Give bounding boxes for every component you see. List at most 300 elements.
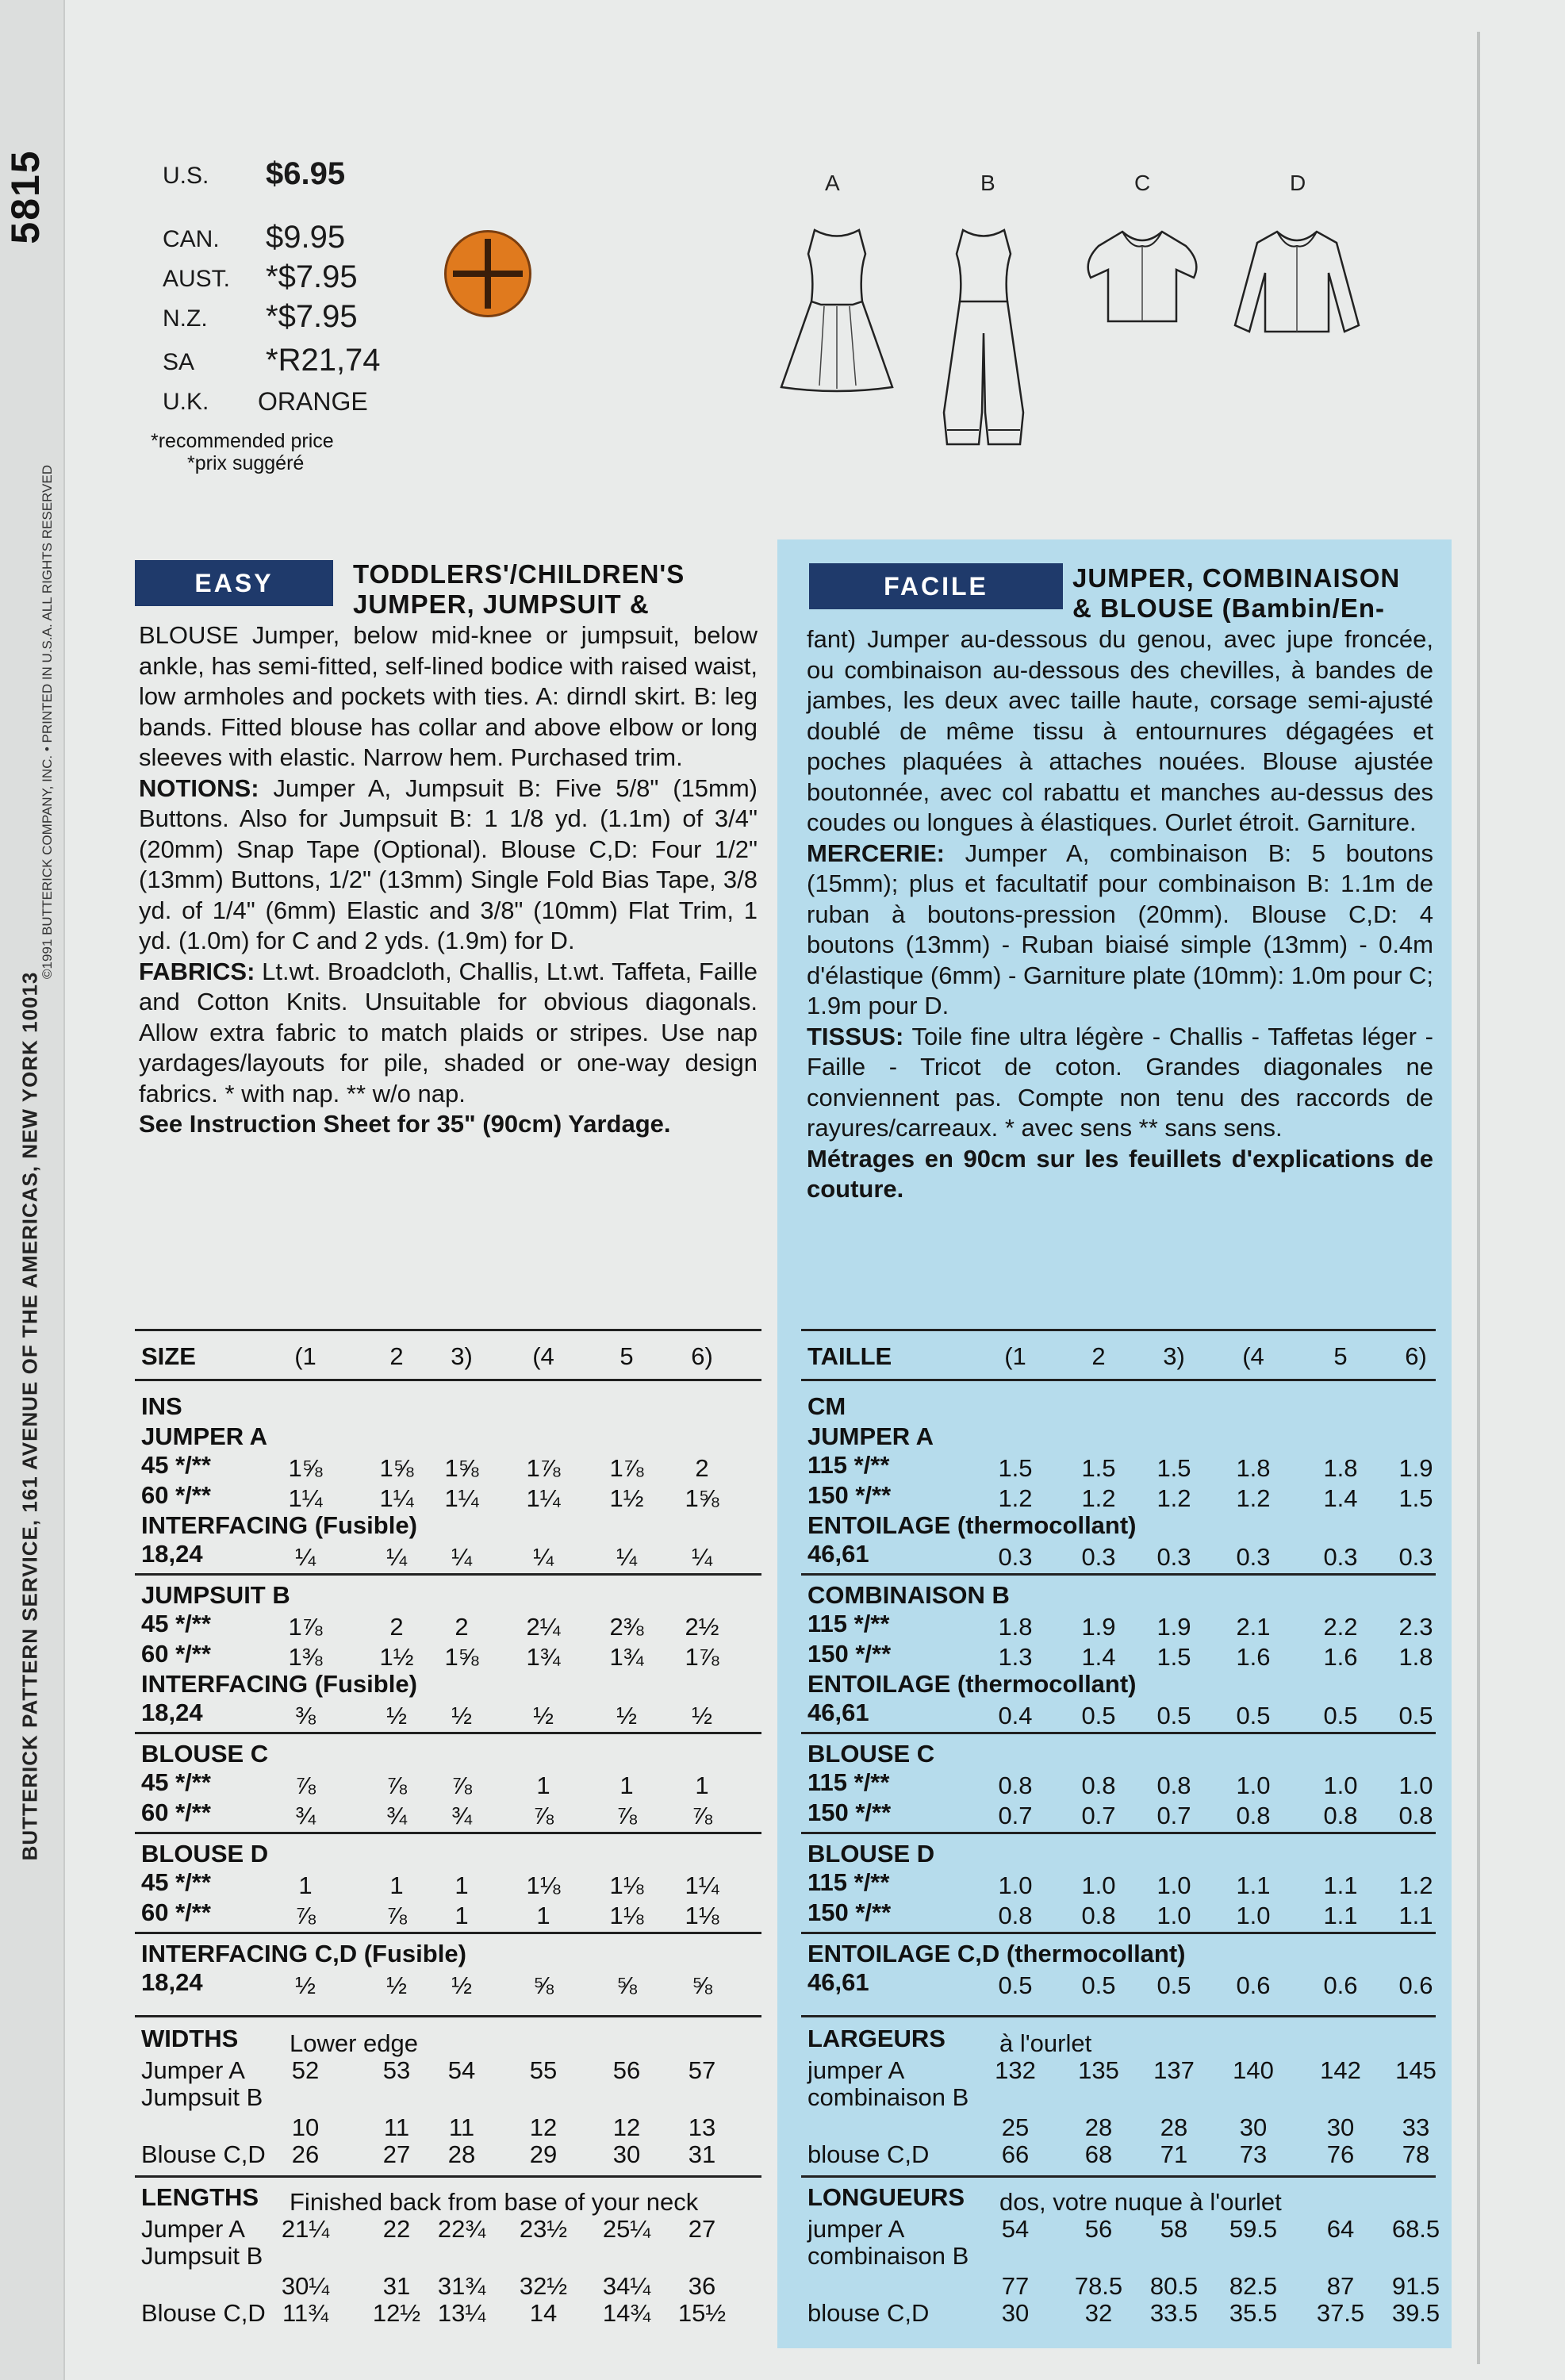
jumper-a-illustration — [773, 222, 900, 397]
table-cell: 13 — [688, 2113, 716, 2141]
block-title: ENTOILAGE (thermocollant) — [807, 1511, 1137, 1539]
table-cell: 22¾ — [437, 2215, 486, 2243]
width-row-label: Blouse C,D — [141, 2140, 266, 2168]
table-cell: 1½ — [379, 1643, 414, 1671]
table-cell: 2½ — [685, 1613, 719, 1641]
table-cell: 0.7 — [1081, 1802, 1116, 1829]
table-cell: 26 — [291, 2140, 320, 2168]
table-cell: 37.5 — [1316, 2299, 1365, 2327]
table-cell: 142 — [1320, 2056, 1361, 2084]
table-cell: 29 — [529, 2140, 558, 2168]
table-cell: 2 — [389, 1613, 404, 1641]
table-rule — [801, 1573, 1436, 1576]
price-country: N.Z. — [163, 305, 208, 332]
table-cell: 0.5 — [998, 1971, 1033, 1999]
french-title-line-1: JUMPER, COMBINAISON — [1072, 563, 1401, 593]
table-cell: 1.0 — [1081, 1871, 1116, 1899]
table-cell: 1⅛ — [685, 1902, 719, 1929]
table-cell: 1⅞ — [685, 1643, 719, 1671]
table-cell: 23½ — [519, 2215, 568, 2243]
table-rule — [801, 1329, 1436, 1331]
table-cell: 1 — [695, 1772, 709, 1799]
table-cell: 1⅞ — [288, 1613, 323, 1641]
table-cell: 1.4 — [1323, 1484, 1358, 1512]
table-cell: 52 — [291, 2056, 320, 2084]
table-cell: 0.3 — [1156, 1543, 1191, 1571]
table-cell: 1.1 — [1236, 1871, 1271, 1899]
table-cell: 0.5 — [1081, 1702, 1116, 1729]
widths-label: WIDTHS — [141, 2025, 239, 2052]
price-value: $6.95 — [266, 156, 346, 191]
table-cell: 2 — [695, 1454, 709, 1482]
row-label: 60 */** — [141, 1481, 211, 1509]
table-cell: 35.5 — [1229, 2299, 1278, 2327]
block-title: COMBINAISON B — [807, 1581, 1010, 1609]
table-cell: 0.6 — [1398, 1971, 1433, 1999]
table-cell: 1¾ — [526, 1643, 561, 1671]
table-cell: 56 — [1084, 2215, 1113, 2243]
table-cell: 25¼ — [602, 2215, 651, 2243]
table-cell: 64 — [1326, 2215, 1355, 2243]
table-cell: 56 — [612, 2056, 641, 2084]
table-cell: ¼ — [533, 1543, 554, 1571]
lengths-label: LENGTHS — [141, 2183, 259, 2211]
table-cell: 1.2 — [1156, 1484, 1191, 1512]
table-cell: 15½ — [677, 2299, 727, 2327]
table-cell: 0.8 — [1081, 1772, 1116, 1799]
table-rule — [801, 2175, 1436, 2178]
size-header: TAILLE — [807, 1342, 892, 1370]
block-title: INTERFACING (Fusible) — [141, 1511, 417, 1539]
table-cell: 0.3 — [1398, 1543, 1433, 1571]
table-cell: 80.5 — [1149, 2272, 1199, 2300]
table-cell: 1.3 — [998, 1643, 1033, 1671]
table-cell: 59.5 — [1229, 2215, 1278, 2243]
block-title: JUMPER A — [807, 1422, 934, 1450]
price-value: ORANGE — [258, 387, 368, 416]
row-label: 150 */** — [807, 1640, 892, 1668]
table-cell: 1.2 — [1081, 1484, 1116, 1512]
table-cell: ⅞ — [295, 1902, 316, 1929]
table-cell: 14¾ — [602, 2299, 651, 2327]
block-title: ENTOILAGE C,D (thermocollant) — [807, 1940, 1186, 1967]
table-cell: ½ — [451, 1702, 472, 1729]
table-cell: 1.2 — [1236, 1484, 1271, 1512]
table-cell: 12½ — [372, 2299, 421, 2327]
table-cell: 33 — [1402, 2113, 1430, 2141]
table-cell: 2¼ — [526, 1613, 561, 1641]
table-cell: 1.6 — [1236, 1643, 1271, 1671]
lengths-sub: dos, votre nuque à l'ourlet — [999, 2188, 1282, 2216]
length-row-label: Jumpsuit B — [141, 2242, 263, 2270]
table-cell: 1.8 — [1398, 1643, 1433, 1671]
row-label: 115 */** — [807, 1610, 890, 1637]
easy-badge: EASY — [135, 560, 333, 606]
table-cell: 1.0 — [1156, 1902, 1191, 1929]
table-cell: 0.8 — [1398, 1802, 1433, 1829]
table-cell: 1⅞ — [609, 1454, 644, 1482]
block-title: BLOUSE D — [807, 1840, 935, 1868]
length-row-label: blouse C,D — [807, 2299, 930, 2327]
table-cell: 0.5 — [1156, 1702, 1191, 1729]
english-title-line-1: TODDLERS'/CHILDREN'S — [353, 559, 685, 589]
table-cell: 1.0 — [1156, 1871, 1191, 1899]
table-cell: 1.5 — [1081, 1454, 1116, 1482]
table-cell: 76 — [1326, 2140, 1355, 2168]
table-cell: ¼ — [295, 1543, 316, 1571]
blouse-c-illustration — [1075, 222, 1210, 333]
table-cell: 1¼ — [379, 1484, 414, 1512]
size-column-header: 2 — [1091, 1342, 1106, 1370]
table-cell: 1½ — [609, 1484, 644, 1512]
table-cell: 13¼ — [437, 2299, 486, 2327]
table-cell: 1¼ — [685, 1871, 719, 1899]
table-rule — [801, 1732, 1436, 1734]
table-cell: 91.5 — [1391, 2272, 1440, 2300]
table-cell: ⅞ — [295, 1772, 316, 1799]
table-cell: ¾ — [295, 1802, 316, 1829]
table-cell: 0.3 — [1236, 1543, 1271, 1571]
widths-label: LARGEURS — [807, 2025, 946, 2052]
table-cell: 1.0 — [1236, 1902, 1271, 1929]
table-cell: ⅜ — [295, 1702, 316, 1729]
table-cell: 28 — [447, 2140, 476, 2168]
row-label: 45 */** — [141, 1768, 211, 1796]
size-column-header: (4 — [1242, 1342, 1264, 1370]
table-cell: 2⅜ — [609, 1613, 644, 1641]
view-label-c: C — [1134, 171, 1151, 195]
table-cell: 1.8 — [1236, 1454, 1271, 1482]
table-cell: 12 — [612, 2113, 641, 2141]
table-cell: 0.8 — [998, 1772, 1033, 1799]
table-cell: 68.5 — [1391, 2215, 1440, 2243]
table-cell: 11 — [448, 2113, 475, 2141]
table-cell: 1 — [389, 1871, 404, 1899]
row-label: 115 */** — [807, 1768, 890, 1796]
size-column-header: (4 — [532, 1342, 554, 1370]
size-column-header: 3) — [451, 1342, 473, 1370]
block-title: INTERFACING C,D (Fusible) — [141, 1940, 466, 1967]
table-cell: 87 — [1326, 2272, 1355, 2300]
table-cell: 1¼ — [444, 1484, 479, 1512]
units-label: INS — [141, 1392, 182, 1420]
table-cell: ⅞ — [386, 1772, 407, 1799]
table-rule — [135, 1379, 761, 1381]
price-value: *$7.95 — [266, 299, 358, 334]
table-cell: 1⅛ — [526, 1871, 561, 1899]
table-cell: 1⅝ — [379, 1454, 414, 1482]
table-cell: 1.5 — [1398, 1484, 1433, 1512]
row-label: 18,24 — [141, 1540, 203, 1568]
table-cell: 1.6 — [1323, 1643, 1358, 1671]
width-row-label: jumper A — [807, 2056, 905, 2084]
table-cell: 2.1 — [1236, 1613, 1271, 1641]
table-cell: 2 — [455, 1613, 469, 1641]
table-cell: 11¾ — [282, 2299, 329, 2327]
table-cell: ½ — [692, 1702, 712, 1729]
view-label-d: D — [1290, 171, 1306, 195]
table-cell: 135 — [1078, 2056, 1119, 2084]
table-cell: 0.8 — [1323, 1802, 1358, 1829]
table-cell: 66 — [1001, 2140, 1030, 2168]
table-cell: 0.7 — [1156, 1802, 1191, 1829]
table-cell: 1.1 — [1323, 1902, 1358, 1929]
row-label: 46,61 — [807, 1540, 869, 1568]
table-rule — [135, 2175, 761, 2178]
table-cell: 31 — [688, 2140, 716, 2168]
table-cell: ½ — [386, 1702, 407, 1729]
table-rule — [135, 1932, 761, 1934]
row-label: 45 */** — [141, 1868, 211, 1896]
table-cell: ½ — [386, 1971, 407, 1999]
table-cell: 58 — [1160, 2215, 1188, 2243]
table-cell: 1.5 — [1156, 1454, 1191, 1482]
table-cell: 1.0 — [1398, 1772, 1433, 1799]
french-title-line-2: & BLOUSE (Bambin/En- — [1072, 593, 1386, 623]
block-title: ENTOILAGE (thermocollant) — [807, 1670, 1137, 1698]
envelope-spine — [0, 0, 65, 2380]
table-cell: 0.6 — [1236, 1971, 1271, 1999]
table-cell: 0.5 — [1156, 1971, 1191, 1999]
table-cell: 82.5 — [1229, 2272, 1278, 2300]
table-cell: 30 — [1001, 2299, 1030, 2327]
table-cell: ⅞ — [533, 1802, 554, 1829]
view-label-b: B — [980, 171, 995, 195]
table-cell: 1.9 — [1398, 1454, 1433, 1482]
table-cell: 31 — [382, 2272, 411, 2300]
table-cell: 31¾ — [437, 2272, 486, 2300]
view-label-a: A — [825, 171, 840, 195]
table-cell: 14 — [529, 2299, 558, 2327]
table-cell: 0.7 — [998, 1802, 1033, 1829]
row-label: 150 */** — [807, 1898, 892, 1926]
table-cell: 54 — [447, 2056, 476, 2084]
table-cell: 0.3 — [1323, 1543, 1358, 1571]
table-cell: 33.5 — [1149, 2299, 1199, 2327]
table-cell: 1.0 — [1323, 1772, 1358, 1799]
table-cell: 132 — [995, 2056, 1036, 2084]
table-cell: 11 — [383, 2113, 410, 2141]
lengths-label: LONGUEURS — [807, 2183, 965, 2211]
table-rule — [135, 1329, 761, 1331]
table-cell: 0.6 — [1323, 1971, 1358, 1999]
table-cell: 1⅝ — [444, 1643, 479, 1671]
facile-badge: FACILE — [809, 563, 1063, 609]
table-rule — [135, 1732, 761, 1734]
widths-sub: à l'ourlet — [999, 2029, 1092, 2057]
table-cell: 0.5 — [1398, 1702, 1433, 1729]
table-cell: 1.0 — [998, 1871, 1033, 1899]
table-cell: 30 — [1239, 2113, 1268, 2141]
table-rule — [801, 1379, 1436, 1381]
table-cell: 73 — [1239, 2140, 1268, 2168]
table-cell: 1.4 — [1081, 1643, 1116, 1671]
table-cell: 53 — [382, 2056, 411, 2084]
table-cell: 30 — [1326, 2113, 1355, 2141]
size-column-header: 5 — [1333, 1342, 1348, 1370]
table-cell: ⅝ — [533, 1971, 554, 1999]
table-cell: 30 — [612, 2140, 641, 2168]
size-column-header: 6) — [1405, 1342, 1427, 1370]
table-cell: 34¼ — [602, 2272, 651, 2300]
table-cell: 1⅝ — [288, 1454, 323, 1482]
table-cell: ¼ — [386, 1543, 407, 1571]
size-column-header: (1 — [294, 1342, 316, 1370]
table-cell: 140 — [1233, 2056, 1274, 2084]
table-cell: 0.4 — [998, 1702, 1033, 1729]
orange-category-icon — [444, 230, 531, 317]
table-cell: ½ — [533, 1702, 554, 1729]
table-cell: 0.5 — [1236, 1702, 1271, 1729]
table-rule — [135, 2015, 761, 2017]
table-rule — [801, 2015, 1436, 2017]
block-title: BLOUSE C — [141, 1740, 269, 1768]
table-cell: 25 — [1001, 2113, 1030, 2141]
row-label: 150 */** — [807, 1798, 892, 1826]
table-cell: ⅞ — [451, 1772, 472, 1799]
table-cell: 39.5 — [1391, 2299, 1440, 2327]
table-cell: 0.8 — [1236, 1802, 1271, 1829]
row-label: 115 */** — [807, 1451, 890, 1479]
table-cell: 0.3 — [1081, 1543, 1116, 1571]
price-country: AUST. — [163, 266, 231, 292]
table-cell: 0.5 — [1081, 1971, 1116, 1999]
table-cell: 54 — [1001, 2215, 1030, 2243]
block-title: BLOUSE D — [141, 1840, 269, 1868]
table-cell: ½ — [295, 1971, 316, 1999]
table-cell: 10 — [291, 2113, 320, 2141]
length-row-label: jumper A — [807, 2215, 905, 2243]
price-value: $9.95 — [266, 220, 346, 255]
table-cell: 1.2 — [1398, 1871, 1433, 1899]
size-header: SIZE — [141, 1342, 196, 1370]
table-rule — [135, 1832, 761, 1834]
pattern-number: 5815 — [3, 149, 48, 244]
table-cell: 12 — [529, 2113, 558, 2141]
table-cell: 78 — [1402, 2140, 1430, 2168]
table-cell: 28 — [1160, 2113, 1188, 2141]
length-row-label: Blouse C,D — [141, 2299, 266, 2327]
table-cell: 27 — [382, 2140, 411, 2168]
table-cell: 22 — [382, 2215, 411, 2243]
table-cell: 0.3 — [998, 1543, 1033, 1571]
table-cell: 1¼ — [288, 1484, 323, 1512]
width-row-label: Jumper A — [141, 2056, 245, 2084]
table-cell: 1 — [455, 1902, 469, 1929]
block-title: INTERFACING (Fusible) — [141, 1670, 417, 1698]
table-cell: 1 — [298, 1871, 313, 1899]
table-cell: ⅞ — [692, 1802, 712, 1829]
width-row-label: Jumpsuit B — [141, 2083, 263, 2111]
table-cell: 57 — [688, 2056, 716, 2084]
table-cell: ½ — [616, 1702, 637, 1729]
table-cell: 1⅛ — [609, 1902, 644, 1929]
copyright-line: ©1991 BUTTERICK COMPANY, INC. • PRINTED IN U.S.A. ALL RIGHTS RESERVED — [40, 465, 55, 979]
table-cell: 0.8 — [1156, 1772, 1191, 1799]
table-cell: 2.2 — [1323, 1613, 1358, 1641]
table-rule — [801, 1832, 1436, 1834]
size-column-header: 3) — [1163, 1342, 1185, 1370]
table-cell: 36 — [688, 2272, 716, 2300]
french-description: fant) Jumper au-dessous du genou, avec jupe froncée, ou combinaison au-dessous des chevilles, à bandes de jambes, les deux avec taille haute, corsage semi-ajusté doublé de même tissu à entournures dégagées et poches plaquées à attaches nouées. Blouse ajustée boutonnée, avec col rabattu et manches au-dessus des coudes ou longues à élastiques. Ourlet étroit. Garniture. MERCERIE: Jumper A, combinaison B: 5 boutons (15mm); plus et facultatif pour combinaison B: 1.1m de ruban à boutons-pression (20mm). Blouse C,D: 4 boutons (13mm) - Ruban biaisé simple (13mm) - 0.4m d'élastique (6mm) - Garniture plate (10mm): 1.0m pour C; 1.9m pour D. TISSUS: Toile fine ultra légère - Challis - Taffetas léger - Faille - Tricot de coton. Grandes diagonales ne conviennent pas. Compte non tenu des raccords de rayures/carreaux. * avec sens ** sans sens. Métrages en 90cm sur les feuillets d'explications de couture. — [807, 625, 1433, 1203]
table-cell: ⅝ — [692, 1971, 712, 1999]
price-country: SA — [163, 349, 195, 375]
row-label: 115 */** — [807, 1868, 890, 1896]
size-column-header: 6) — [691, 1342, 713, 1370]
table-cell: 1.8 — [998, 1613, 1033, 1641]
table-cell: ¼ — [616, 1543, 637, 1571]
table-cell: 32½ — [519, 2272, 568, 2300]
table-cell: 1¼ — [526, 1484, 561, 1512]
table-cell: 21¼ — [281, 2215, 330, 2243]
table-cell: 1.9 — [1156, 1613, 1191, 1641]
table-cell: 137 — [1153, 2056, 1195, 2084]
block-title: JUMPER A — [141, 1422, 268, 1450]
table-cell: 1⅝ — [685, 1484, 719, 1512]
price-country: U.K. — [163, 389, 209, 415]
row-label: 18,24 — [141, 1968, 203, 1996]
widths-sub: Lower edge — [290, 2029, 419, 2057]
table-cell: ⅞ — [386, 1902, 407, 1929]
table-cell: 1.1 — [1323, 1871, 1358, 1899]
table-cell: 1 — [455, 1871, 469, 1899]
size-column-header: (1 — [1004, 1342, 1026, 1370]
table-cell: 27 — [688, 2215, 716, 2243]
table-cell: ¾ — [386, 1802, 407, 1829]
blouse-d-illustration — [1226, 222, 1368, 349]
table-rule — [801, 1932, 1436, 1934]
publisher-address: BUTTERICK PATTERN SERVICE, 161 AVENUE OF THE AMERICAS, NEW YORK 10013 — [17, 971, 42, 1861]
table-cell: 1.2 — [998, 1484, 1033, 1512]
table-cell: 1 — [619, 1772, 634, 1799]
width-row-label: combinaison B — [807, 2083, 969, 2111]
envelope-flap-edge — [1477, 32, 1480, 2364]
size-column-header: 5 — [619, 1342, 634, 1370]
length-row-label: combinaison B — [807, 2242, 969, 2270]
row-label: 18,24 — [141, 1699, 203, 1726]
table-cell: 1.1 — [1398, 1902, 1433, 1929]
price-value: *R21,74 — [266, 343, 381, 378]
row-label: 60 */** — [141, 1640, 211, 1668]
table-rule — [135, 1573, 761, 1576]
row-label: 60 */** — [141, 1798, 211, 1826]
english-description: BLOUSE Jumper, below mid-knee or jumpsuit, below ankle, has semi-fitted, self-lined bodice with raised waist, low armholes and pockets with ties. A: dirndl skirt. B: leg bands. Fitted blouse has collar and above elbow or long sleeves with elastic. Narrow hem. Purchased trim. NOTIONS: Jumper A, Jumpsuit B: Five 5/8" (15mm) Buttons. Also for Jumpsuit B: 1 1/8 yd. (1.1m) of 3/4" (20mm) Snap Tape (Optional). Blouse C,D: Four 1/2" (13mm) Buttons, 1/2" (13mm) Single Fold Bias Tape, 3/8 yd. of 1/4" (6mm) Elastic and 3/8" (10mm) Flat Trim, 1 yd. (1.0m) for C and 2 yds. (1.9m) for D. FABRICS: Lt.wt. Broadcloth, Challis, Lt.wt. Taffeta, Faille and Cotton Knits. Unsuitable for obvious diagonals. Allow extra fabric to match plaids or stripes. Use nap yardages/layouts for pile, shaded or one-way design fabrics. * with nap. ** w/o nap. See Instruction Sheet for 35" (90cm) Yardage. — [139, 621, 758, 1138]
table-cell: 32 — [1084, 2299, 1113, 2327]
table-cell: 71 — [1160, 2140, 1188, 2168]
table-cell: 1 — [536, 1772, 550, 1799]
table-cell: 28 — [1084, 2113, 1113, 2141]
size-column-header: 2 — [389, 1342, 404, 1370]
table-cell: 1⅞ — [526, 1454, 561, 1482]
table-cell: ⅞ — [616, 1802, 637, 1829]
row-label: 45 */** — [141, 1610, 211, 1637]
row-label: 45 */** — [141, 1451, 211, 1479]
row-label: 46,61 — [807, 1968, 869, 1996]
lengths-sub: Finished back from base of your neck — [290, 2188, 699, 2216]
width-row-label: blouse C,D — [807, 2140, 930, 2168]
table-cell: 0.8 — [1081, 1902, 1116, 1929]
table-cell: 1 — [536, 1902, 550, 1929]
block-title: JUMPSUIT B — [141, 1581, 290, 1609]
table-cell: 1.5 — [1156, 1643, 1191, 1671]
table-cell: 1.5 — [998, 1454, 1033, 1482]
english-title-line-2: JUMPER, JUMPSUIT & — [353, 589, 650, 619]
table-cell: 77 — [1001, 2272, 1030, 2300]
table-cell: 1⅛ — [609, 1871, 644, 1899]
table-cell: 78.5 — [1074, 2272, 1123, 2300]
row-label: 150 */** — [807, 1481, 892, 1509]
row-label: 60 */** — [141, 1898, 211, 1926]
